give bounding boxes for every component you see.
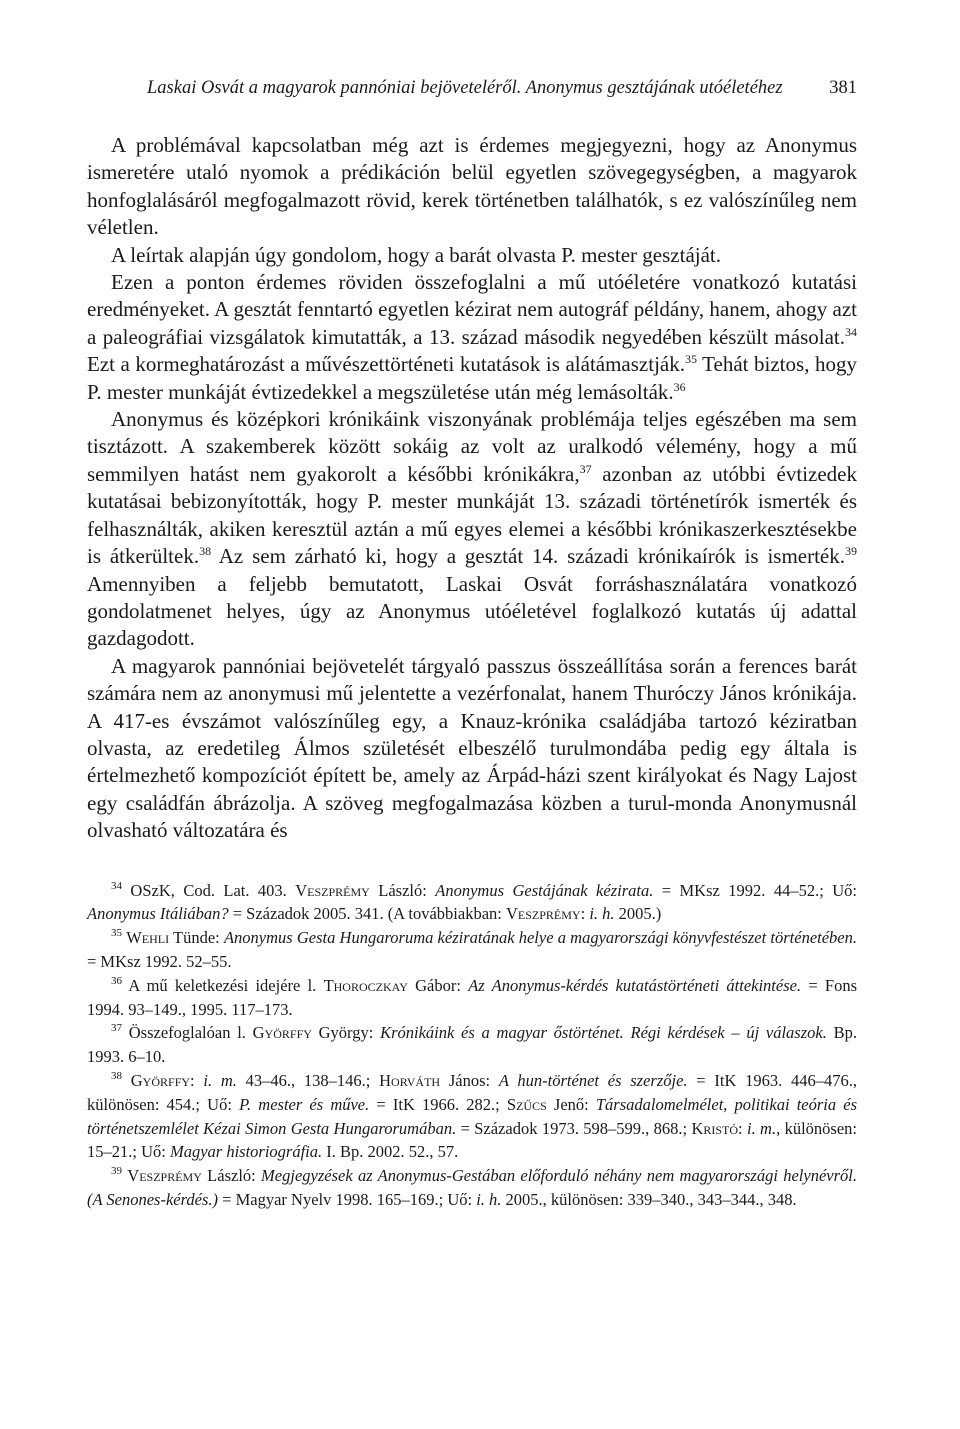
text-run: Amennyiben a feljebb bemutatott, Laskai Osvát forráshasználatára vonatkozó gondolatmenet helyes, úgy az Anonymus utóéletével foglalkozó kutatás új adattal gazdagodott. (87, 571, 857, 651)
text-run: Az sem zárható ki, hogy a gesztát 14. századi krónikaírók is ismerték. (211, 544, 845, 569)
note-reference: 35 (684, 352, 697, 367)
author-name: Horváth (379, 1070, 441, 1090)
text-run: , különösen: 15–21.; Uő: (87, 1118, 857, 1162)
italic-text: Anonymus Gesta Hungaroruma kéziratának helye a magyarországi könyvfestészet történetében. (223, 928, 857, 948)
text-run (122, 1071, 131, 1090)
author-name: Veszprémy (295, 880, 370, 900)
italic-text: Magyar historiográfia. (169, 1142, 323, 1162)
author-name: Veszprémy (506, 904, 581, 924)
text-run: azonban az utóbbi évtizedek kutatásai bebizonyították, hogy P. mester munkáját 13. századi történetírók ismerték és felhasználták, akiken keresztül aztán a mű egyes elemei a későbbi krónikaszerkesztésekbe is átkerültek. (87, 461, 857, 569)
text-run: László: (201, 1166, 262, 1186)
footnote (87, 1021, 857, 1069)
paragraph (87, 269, 857, 406)
text-run: : (738, 1118, 747, 1138)
text-run: = Századok 1973. 598–599., 868.; (456, 1118, 692, 1138)
text-run: A magyarok pannóniai bejövetelét tárgyaló passzus összeállítása során a ferences barát számára nem az anonymusi mű jelentette a vezérfonalat, hanem Thuróczy János krónikája. A 417-es évszámot valószínűleg egy, a Knauz-krónika családjába tartozó kéziratban olvasta, az eredetileg Álmos születését elbeszélő turulmondába pedig egy általa is értelmezhető kompozíciót épített be, amely az Árpád-házi szent királyokat és Nagy Lajost egy családfán ábrázolja. A szöveg megfogalmazása közben a turul-monda Anonymusnál olvasható változatára és (87, 653, 857, 843)
note-reference: 36 (111, 974, 122, 987)
note-reference: 39 (111, 1165, 122, 1178)
text-run: OSzK, Cod. Lat. 403. (122, 880, 296, 900)
text-run: = Fons 1994. 93–149., 1995. 117–173. (87, 975, 857, 1019)
author-name: Szűcs (506, 1094, 547, 1114)
text-run: 43–46., 138–146.; (236, 1070, 380, 1090)
paragraph (87, 653, 857, 845)
text-run: Tünde: (169, 928, 224, 948)
text-run: János: (440, 1070, 499, 1090)
text-run: György: (311, 1023, 381, 1043)
text-run: Anonymus és középkori krónikáink viszonyának problémája teljes egészében ma sem tisztázott. A szakemberek között sokáig az volt az uralkodó vélemény, hogy a mű semmilyen hatást nem gyakorolt a későbbi krónikákra, (87, 407, 857, 486)
note-reference: 35 (111, 927, 122, 940)
note-reference: 36 (673, 379, 686, 394)
text-run: A problémával kapcsolatban még azt is érdemes megjegyezni, hogy az Anonymus ismeretére utaló nyomok a prédikáción belül egyetlen szövegegységben, a magyarok honfoglalásáról megfogalmazott rövid, kerek történetben találhatók, s ez valószínűleg nem véletlen. (87, 133, 857, 240)
italic-text: i. m. (203, 1070, 237, 1090)
text-run: László: (369, 880, 436, 900)
italic-text: i. h. (589, 904, 615, 924)
paragraph (87, 132, 857, 242)
text-run: : (190, 1070, 204, 1090)
text-run: Gábor: (407, 975, 469, 995)
italic-text: A hun-történet és szerzője. (498, 1070, 688, 1090)
italic-text: i. m. (746, 1118, 777, 1138)
running-title: Laskai Osvát a magyarok pannóniai bejöveteléről. Anonymus gesztájának utóéletéhez (147, 78, 783, 98)
text-run: Jenő: (546, 1094, 596, 1114)
footnote (87, 1164, 857, 1212)
text-run: 2005.) (614, 904, 662, 924)
text-run: 2005., különösen: 339–340., 343–344., 348. (501, 1189, 797, 1209)
footnotes (87, 879, 857, 1212)
note-reference: 34 (845, 324, 857, 339)
author-name: Györffy (252, 1023, 312, 1043)
text-run: Ezen a ponton érdemes röviden összefoglalni a mű utóéletére vonatkozó kutatási eredményeket. A gesztát fenntartó egyetlen kézirat nem autográf példány, hanem, ahogy azt a paleográfiai vizsgálatok kimutatták, a 13. század második negyedében készült másolat. (87, 270, 857, 349)
text-run: I. Bp. 2002. 52., 57. (322, 1142, 459, 1162)
text-run: = Századok 2005. 341. (A továbbiakban: (228, 904, 506, 924)
note-reference: 34 (111, 879, 122, 892)
footnote (87, 879, 857, 927)
page (87, 70, 857, 1212)
author-name: Györffy (130, 1070, 191, 1090)
footnote (87, 926, 857, 974)
italic-text: Az Anonymus-kérdés kutatástörténeti áttekintése. (468, 975, 802, 995)
footnote (87, 1069, 857, 1164)
note-reference: 37 (579, 461, 592, 476)
text-run: = ItK 1963. 446–476., különösen: 454.; Uő: (87, 1070, 858, 1114)
italic-text: i. h. (476, 1189, 502, 1209)
text-run: = MKsz 1992. 44–52.; Uő: (653, 880, 857, 900)
paragraph (87, 406, 857, 653)
text-run: Tehát biztos, hogy P. mester munkáját évtizedekkel a megszületése után még lemásolták. (87, 352, 857, 404)
main-text (87, 132, 857, 845)
author-name: Thoroczkay (323, 975, 408, 995)
text-run: A mű keletkezési idejére l. (122, 975, 324, 995)
text-run: Ezt a kormeghatározást a művészettörténeti kutatások is alátámasztják. (87, 352, 685, 377)
text-run: Bp. 1993. 6–10. (87, 1023, 857, 1067)
note-reference: 37 (111, 1022, 122, 1035)
text-run: : (580, 904, 590, 924)
running-header (87, 70, 857, 104)
page-number: 381 (829, 78, 857, 98)
text-run: = MKsz 1992. 52–55. (87, 951, 232, 971)
italic-text: Krónikáink és a magyar őstörténet. Régi kérdések – új válaszok. (380, 1023, 827, 1043)
italic-text: P. mester és műve. (239, 1094, 370, 1114)
author-name: Wehli (126, 928, 170, 948)
italic-text: Anonymus Gestájának kézirata. (435, 880, 654, 900)
text-run: Összefoglalóan l. (122, 1023, 253, 1043)
text-run: = ItK 1966. 282.; (369, 1094, 507, 1114)
note-reference: 39 (845, 544, 857, 559)
italic-text: Társadalomelmélet, politikai teória és történetszemlélet Kézai Simon Gesta Hungarorumában. (87, 1094, 857, 1138)
italic-text: Megjegyzések az Anonymus-Gestában előforduló néhány nem magyarországi helynévről. (A Senones-kérdés.) (87, 1166, 857, 1209)
italic-text: Anonymus Itáliában? (87, 904, 229, 924)
text-run: = Magyar Nyelv 1998. 165–169.; Uő: (218, 1189, 477, 1209)
footnote (87, 974, 857, 1022)
note-reference: 38 (199, 544, 212, 559)
note-reference: 38 (111, 1069, 122, 1082)
paragraph (87, 242, 857, 269)
author-name: Kristó (691, 1118, 739, 1138)
text-run: A leírtak alapján úgy gondolom, hogy a barát olvasta P. mester gesztáját. (111, 242, 722, 267)
author-name: Veszprémy (127, 1166, 202, 1186)
